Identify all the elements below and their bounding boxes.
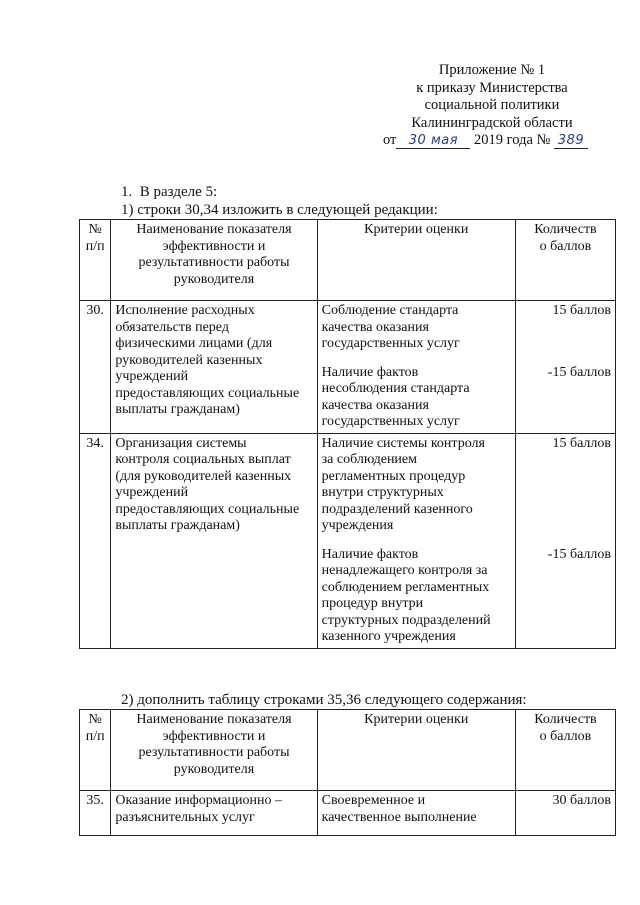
row-criteria: Наличие системы контроля за соблюдением регламентных процедур внутри структурных подразделений казенного учреждения Наличие фактов ненадлежащего контроля за соблюдением регламентных процедур внутри структурных подразделений казенного учреждения [317,433,515,648]
handwritten-number: 389 [554,134,588,149]
sub-number: 1) [121,202,134,218]
row-score: 15 баллов -15 баллов [515,433,615,648]
header-score: Количеств о баллов [515,220,615,301]
ministry-line: социальной политики [424,97,560,113]
header-criteria: Критерии оценки [317,710,515,791]
appendix-title: Приложение № 1 [438,62,546,78]
row-name: Оказание информационно – разъяснительных услуг [111,791,317,836]
header-name: Наименование показателя эффективности и результативности работы руководителя [111,710,317,791]
header-num: № п/п [80,220,111,301]
table-header-row [80,710,616,791]
handwritten-date: 30 мая [396,134,470,149]
row-name: Исполнение расходных обязательств перед физическими лицами (для руководителей казенных учреждений предоставляющих социальные выплаты гражданам) [111,301,317,434]
date-prefix: от [383,132,397,148]
item-text: В разделе 5: [139,184,218,200]
row-criteria: Соблюдение стандарта качества оказания государственных услуг Наличие фактов несоблюдения стандарта качества оказания государственных услуг [317,301,515,434]
row-score: 15 баллов -15 баллов [515,301,615,434]
item-number: 1. [121,184,133,200]
date-year: 2019 года № [474,132,551,148]
row-num: 30. [80,301,111,434]
appendix-header [383,62,601,150]
order-ref: к приказу Министерства [416,79,568,96]
row-score: 30 баллов [515,791,615,836]
table-row [80,301,616,434]
row-num: 35. [80,791,111,836]
indicators-table-2 [79,709,616,836]
header-criteria: Критерии оценки [317,220,515,301]
section-item-1 [121,183,217,201]
header-score: Количеств о баллов [515,710,615,791]
row-criteria: Своевременное и качественное выполнение [317,791,515,836]
table-row [80,433,616,648]
table-header-row [80,220,616,301]
table-row [80,791,616,836]
sub-text: строки 30,34 изложить в следующей редакции: [137,202,438,218]
section-sub-1 [121,201,438,219]
date-line [383,132,601,150]
region-line: Калининградской области [411,114,573,131]
header-num: № п/п [80,710,111,791]
sub-text: дополнить таблицу строками 35,36 следующего содержания: [137,692,527,708]
section-sub-2 [121,691,527,709]
sub-number: 2) [121,692,134,708]
indicators-table-1 [79,219,616,649]
header-name: Наименование показателя эффективности и результативности работы руководителя [111,220,317,301]
row-num: 34. [80,433,111,648]
row-name: Организация системы контроля социальных выплат (для руководителей казенных учреждений предоставляющих социальные выплаты гражданам) [111,433,317,648]
